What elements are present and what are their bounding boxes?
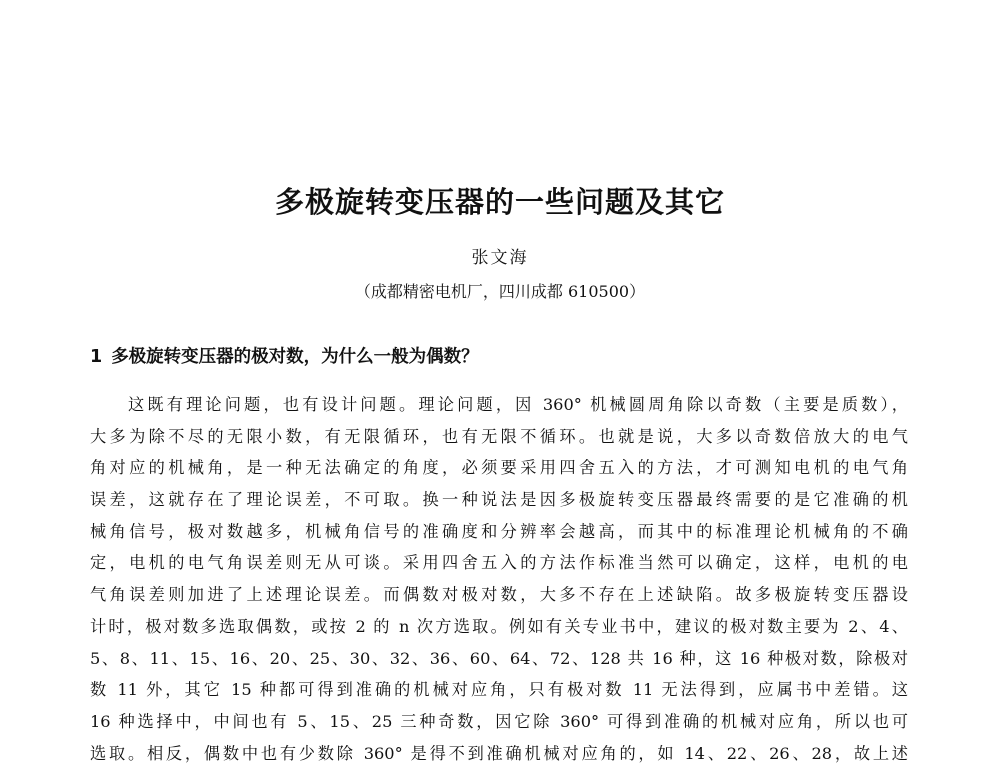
section-heading-text: 多极旋转变压器的极对数，为什么一般为偶数？ — [111, 347, 479, 367]
author-affiliation: （成都精密电机厂，四川成都 610500） — [354, 282, 646, 301]
body-line: 误差，这就存在了理论误差，不可取。换一种说法是因多极旋转变压器最终需要的是它准确的机 — [90, 490, 908, 510]
body-line: 气角误差则加进了上述理论误差。而偶数对极对数，大多不存在上述缺陷。故多极旋转变压器设 — [90, 585, 908, 605]
body-line: 定，电机的电气角误差则无从可谈。采用四舍五入的方法作标准当然可以确定，这样，电机的电 — [90, 553, 908, 573]
body-line: 数 11 外，其它 15 种都可得到准确的机械对应角，只有极对数 11 无法得到，应属书中差错。这 — [90, 680, 908, 700]
body-line: 计时，极对数多选取偶数，或按 2 的 n 次方选取。例如有关专业书中，建议的极对数主要为 2、4、 — [90, 616, 908, 636]
body-line: 16 种选择中，中间也有 5、15、25 三种奇数，因它除 360° 可得到准确的机械对应角，所以也可 — [90, 711, 908, 731]
section-number: 1 — [90, 347, 103, 367]
body-line: 这既有理论问题，也有设计问题。理论问题，因 360° 机械圆周角除以奇数（主要是质数）， — [128, 395, 908, 414]
body-line: 选取。相反，偶数中也有少数除 360° 是得不到准确机械对应角的，如 14、22、26、28，故上述 — [90, 743, 908, 763]
section-heading — [90, 344, 950, 370]
body-line: 角对应的机械角，是一种无法确定的角度，必须要采用四舍五入的方法，才可测知电机的电气角 — [90, 458, 908, 478]
section-body — [90, 389, 908, 769]
body-line: 5、8、11、15、16、20、25、30、32、36、60、64、72、128 共 16 种，这 16 种极对数，除极对 — [90, 648, 908, 668]
paper-title: 多极旋转变压器的一些问题及其它 — [274, 185, 725, 219]
body-line: 械角信号，极对数越多，机械角信号的准确度和分辨率会越高，而其中的标准理论机械角的不确 — [90, 521, 908, 541]
body-line: 大多为除不尽的无限小数，有无限循环，也有无限不循环。也就是说，大多以奇数倍放大的电气 — [90, 426, 908, 446]
author-name: 张文海 — [471, 248, 529, 268]
